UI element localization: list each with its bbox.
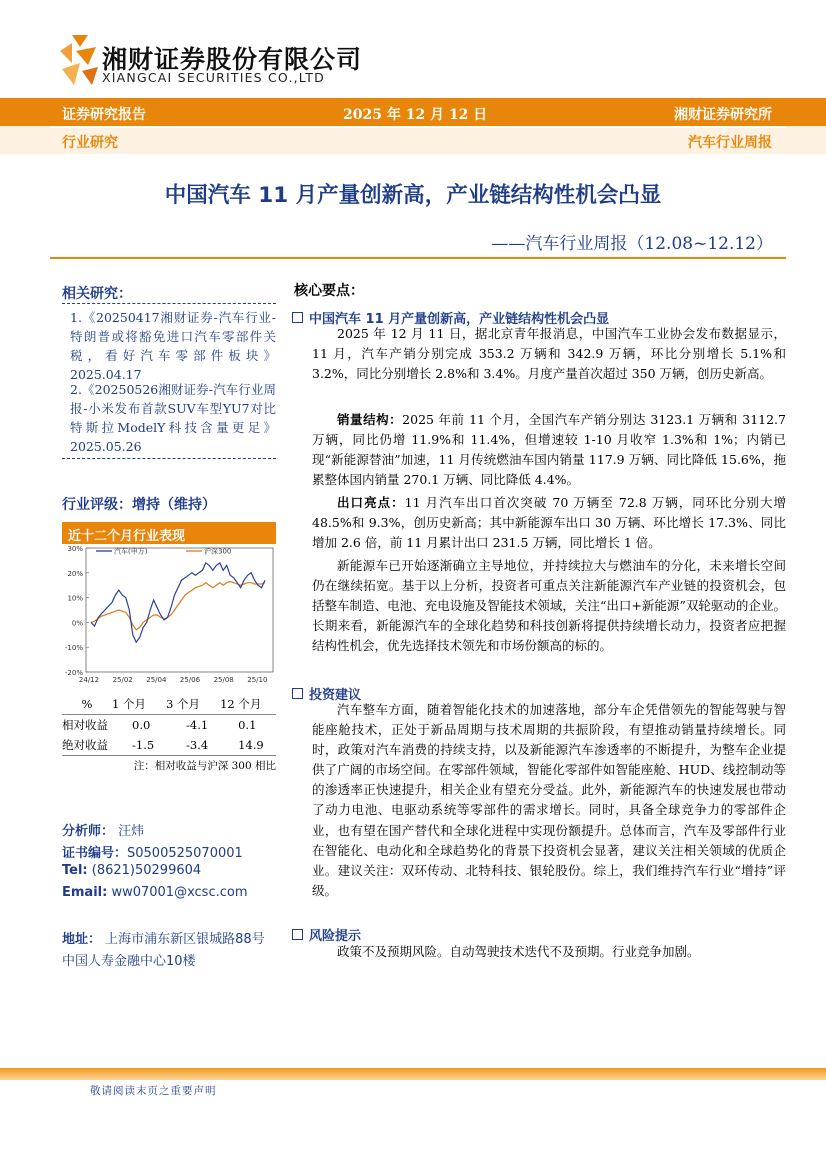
paragraph-text: 新能源车已开始逐渐确立主导地位，并持续拉大与燃油车的分化，未来增长空间仍在继续拓宽。基于以上分析，投资者可重点关注新能源汽车产业链的投资机会，包括整车制造、电池、充电设施及智能技术领域，关注“出口+新能源”双轮驱动的企业。长期来看，新能源汽车的全球化趋势和科技创新将提供持续增长动力，投资者应把握结构性机会，优先选择技术领先和市场份额高的标的。 — [312, 558, 786, 654]
industry-rating: 行业评级：增持（维持） — [62, 497, 216, 513]
report-series: 汽车行业周报 — [688, 135, 772, 151]
tel-number: (8621)50299604 — [91, 863, 202, 878]
tel-label: Tel: — [62, 863, 88, 878]
paragraph-text: 2025 年前 11 个月，全国汽车产销分别达 3123.1 万辆和 3112.7 万辆，同比仍增 11.9%和 11.4%，但增速较 1-10 月收窄 1.3%和 1%；内销已现“新能源替油”加速，11 月传统燃油车国内销量 117.9 万辆、同比降低 15.6%，拖累整体国内销量 270.1 万辆、同比降低 4.4%。 — [312, 412, 786, 488]
report-subtitle: ——汽车行业周报（12.08~12.12） — [491, 234, 773, 254]
table-header-cell: 1 个月 — [112, 694, 166, 715]
y-tick-label: 10% — [67, 594, 83, 603]
performance-table — [62, 694, 276, 756]
paragraph-text: 11 月汽车出口首次突破 70 万辆至 72.8 万辆，同环比分别大增 48.5%和 9.3%，创历史新高；其中新能源车出口 30 万辆、环比增长 17.3%、同比增加 2.6 倍，前 11 月累计出口 231.5 万辆，同比增长 1 倍。 — [312, 495, 786, 551]
y-tick-label: -20% — [64, 669, 83, 677]
report-date: 2025 年 12 月 12 日 — [343, 107, 488, 123]
paragraph — [312, 410, 786, 490]
performance-chart — [62, 545, 276, 690]
performance-table-header — [62, 694, 276, 715]
table-header-cell: 12 个月 — [220, 694, 276, 715]
related-divider — [62, 303, 276, 304]
paragraph — [312, 942, 786, 962]
related-item[interactable]: 1.《20250417湘财证券-汽车行业-特朗普或将豁免进口汽车零部件关税，看好汽车零部件板块》2025.04.17 — [70, 310, 276, 382]
related-divider-bottom — [62, 458, 276, 459]
section-title: 投资建议 — [309, 688, 362, 703]
x-tick-label: 25/10 — [247, 676, 268, 684]
address-line-2: 中国人寿金融中心10楼 — [62, 954, 196, 969]
paragraph-lead: 出口亮点： — [337, 495, 405, 510]
paragraph — [312, 493, 786, 553]
table-cell: 相对收益 — [62, 718, 108, 732]
paragraph-text: 政策不及预期风险。自动驾驶技术迭代不及预期。行业竞争加剧。 — [337, 944, 700, 959]
institute-name: 湘财证券研究所 — [674, 107, 772, 123]
table-header-cell: % — [62, 694, 112, 715]
checkbox-icon — [292, 688, 303, 699]
company-name-cn: 湘财证券股份有限公司 — [102, 45, 363, 74]
paragraph-text: 汽车整车方面，随着智能化技术的加速落地，部分车企凭借领先的智能驾驶与智能座舱技术，正处于新品周期与技术周期的共振阶段，有望推动销量持续增长。同时，政策对汽车消费的持续支持，以及新能源汽车渗透率的不断提升，为整车企业提供了广阔的市场空间。在零部件领域，智能化零部件如智能座舱、HUD、线控制动等的渗透率正快速提升，相关企业有望充分受益。此外，新能源汽车的快速发展也带动了动力电池、电驱动系统等零部件的需求增长。同时，具备全球竞争力的零部件企业，也有望在国产替代和全球化进程中实现份额提升。总体而言，汽车及零部件行业在智能化、电动化和全球趋势化的背景下投资机会显著，建议关注相关领域的优质企业。建议关注：双环传动、北特科技、银轮股份。综上，我们维持汽车行业“增持”评级。 — [312, 702, 786, 898]
paragraph — [312, 700, 786, 901]
address-line — [62, 928, 265, 947]
table-cell: -1.5 — [112, 735, 166, 756]
related-item[interactable]: 2.《20250526湘财证券-汽车行业周报-小米发布首款SUV车型YU7对比特斯拉ModelY科技含量更足》2025.05.26 — [70, 382, 276, 454]
section-title: 中国汽车 11 月产量创新高，产业链结构性机会凸显 — [309, 312, 610, 327]
checkbox-icon — [292, 312, 303, 323]
table-cell: -3.4 — [166, 735, 220, 756]
report-title: 中国汽车 11 月产量创新高，产业链结构性机会凸显 — [164, 183, 662, 208]
footer-disclaimer[interactable]: 敬请阅读末页之重要声明 — [90, 1085, 217, 1097]
checkbox-icon — [292, 929, 303, 940]
y-tick-label: 0% — [71, 619, 83, 628]
company-logo — [58, 33, 100, 87]
related-research-heading: 相关研究： — [62, 286, 132, 302]
paragraph — [312, 324, 786, 384]
footer-band — [0, 1068, 826, 1080]
x-tick-label: 25/06 — [179, 676, 201, 684]
performance-heading: 近十二个月行业表现 — [68, 529, 186, 544]
report-type: 证券研究报告 — [62, 107, 146, 123]
x-tick-label: 25/08 — [213, 676, 234, 684]
company-name-en: XIANGCAI SECURITIES CO.,LTD — [102, 70, 325, 85]
y-tick-label: 20% — [67, 569, 83, 578]
paragraph-text: 2025 年 12 月 11 日，据北京青年报消息，中国汽车工业协会发布数据显示，11 月，汽车产销分别完成 353.2 万辆和 342.9 万辆，环比分别增长 5.1%和 3.2%，同比分别增长 2.8%和 3.4%。月度产量首次超过 350 万辆，创历史新高。 — [312, 326, 786, 382]
paragraph — [312, 556, 786, 656]
analyst-line — [62, 820, 144, 839]
core-points-heading: 核心要点： — [294, 283, 364, 299]
paragraph-lead: 销量结构： — [337, 412, 403, 427]
table-header-cell: 3 个月 — [166, 694, 220, 715]
email-address[interactable]: ww07001@xcsc.com — [111, 885, 248, 900]
cert-line — [62, 842, 243, 861]
table-row — [62, 735, 276, 756]
x-tick-label: 25/02 — [112, 676, 133, 684]
x-tick-label: 25/04 — [146, 676, 167, 684]
legend-label: 沪深300 — [204, 547, 232, 556]
report-category: 行业研究 — [62, 135, 118, 151]
email-line — [62, 885, 248, 900]
tel-line — [62, 863, 201, 878]
table-row — [62, 715, 276, 736]
address-line-1: 上海市浦东新区银城路88号 — [105, 932, 265, 947]
y-tick-label: -10% — [64, 644, 83, 653]
cert-number: S0500525070001 — [127, 846, 243, 861]
table-cell: -4.1 — [186, 718, 209, 732]
email-label: Email: — [62, 885, 108, 900]
table-cell: 14.9 — [220, 735, 276, 756]
legend-label: 汽车(申万) — [114, 547, 148, 556]
table-cell: 绝对收益 — [62, 735, 112, 756]
cert-label: 证书编号： — [62, 846, 128, 861]
title-rule — [50, 257, 786, 259]
table-cell: 0.1 — [238, 718, 257, 732]
y-tick-label: 30% — [67, 545, 83, 553]
analyst-name: 汪炜 — [118, 824, 145, 839]
address-label: 地址： — [62, 932, 102, 947]
table-cell: 0.0 — [132, 718, 151, 732]
x-tick-label: 24/12 — [78, 676, 100, 684]
header-divider — [50, 126, 786, 128]
analyst-label: 分析师： — [62, 824, 115, 839]
table-note: 注：相对收益与沪深 300 相比 — [133, 760, 276, 772]
performance-heading-box — [62, 522, 276, 544]
section-title: 风险提示 — [309, 929, 362, 944]
